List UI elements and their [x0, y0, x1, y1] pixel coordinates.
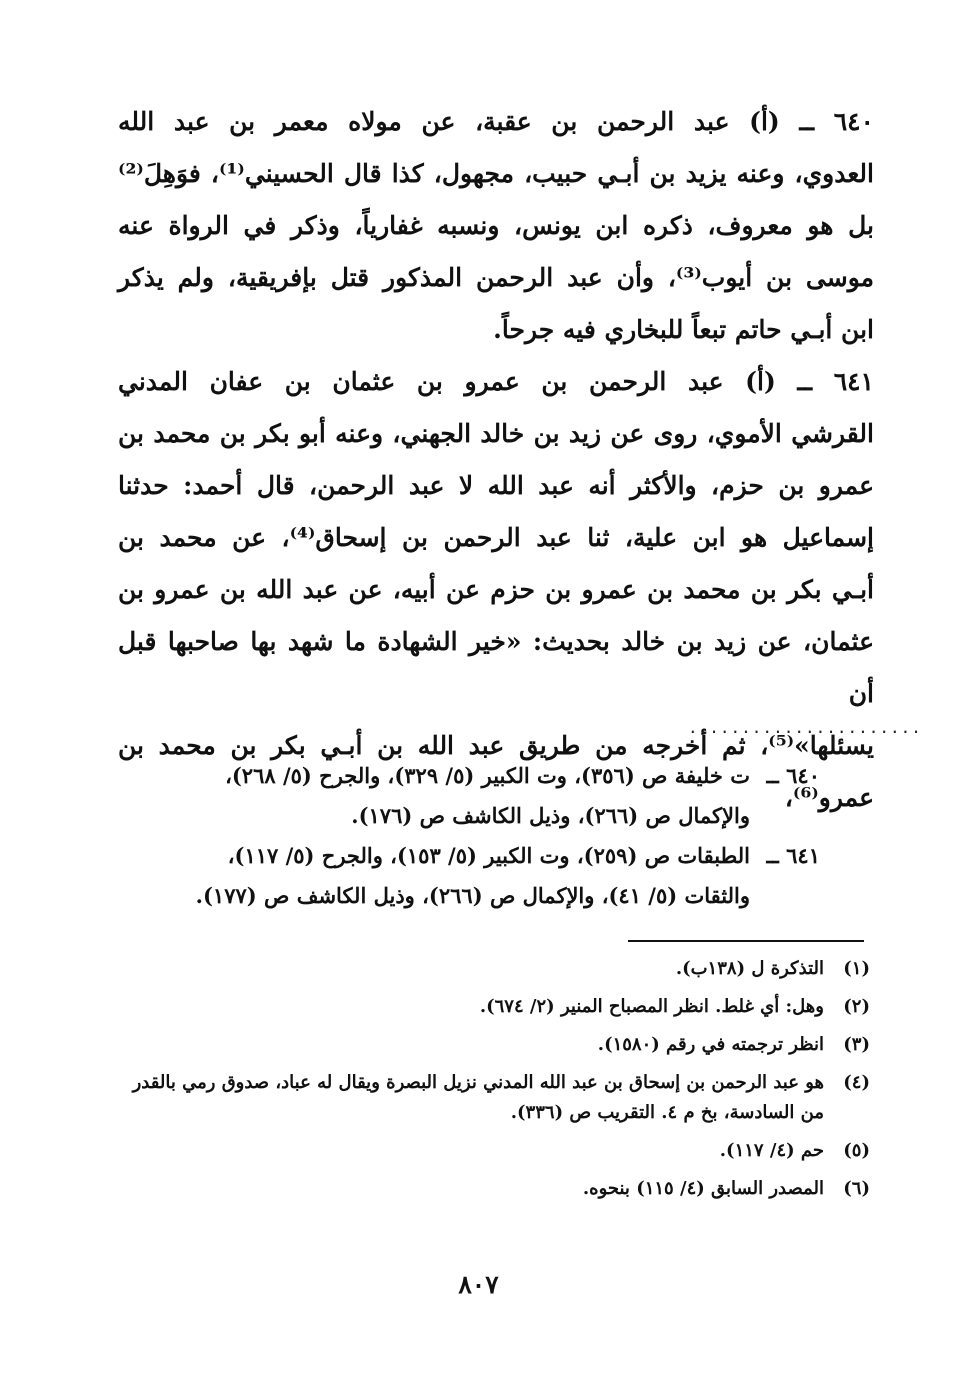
footnote-text: وهل: أي غلط. انظر المصباح المنير (٢/ ٦٧٤).	[479, 996, 824, 1017]
reference-number: ٦٤١ ــ	[766, 843, 820, 868]
reference-line: والثقات (٥/ ٤١)، والإكمال ص (٢٦٦)، وذيل الكاشف ص (١٧٧).	[195, 883, 750, 908]
entry-641-line: يسئلها»⁽⁵⁾، ثم أخرجه من طريق عبد الله بن أبـي بكر بن محمد بن عمرو⁽⁶⁾،	[118, 731, 874, 812]
footnotes-block	[118, 954, 870, 1212]
main-text	[118, 96, 922, 824]
footnote-item	[118, 1136, 870, 1166]
footnote-text: المصدر السابق (٤/ ١١٥) بنحوه.	[582, 1178, 824, 1199]
entry-641-line: إسماعيل هو ابن علية، ثنا عبد الرحمن بن إسحاق⁽⁴⁾، عن محمد بن	[118, 523, 874, 552]
entry-641-line: ٦٤١ ــ (أ) عبد الرحمن بن عمرو بن عثمان بن عفان المدني	[118, 367, 874, 396]
footnote-text: هو عبد الرحمن بن إسحاق بن عبد الله المدني نزيل البصرة ويقال له عباد، صدوق رمي بالقدر من السادسة، بخ م ٤. التقريب ص (٣٣٦).	[132, 1072, 824, 1123]
entry-641-line: أبـي بكر بن محمد بن عمرو بن حزم عن أبيه، عن عبد الله بن عمرو بن	[118, 575, 874, 604]
footnote-item	[118, 1068, 870, 1128]
footnote-text: حم (٤/ ١١٧).	[719, 1140, 824, 1161]
entry-641	[118, 356, 922, 824]
reference-line: الطبقات ص (٢٥٩)، وت الكبير (٥/ ١٥٣)، والجرح (٥/ ١١٧)،	[227, 843, 750, 868]
entry-640	[118, 96, 874, 356]
entry-641-line: عمرو بن حزم، والأكثر أنه عبد الله لا عبد الرحمن، قال أحمد: حدثنا	[118, 471, 874, 500]
footnote-number: (١)	[843, 958, 870, 979]
entry-640-line: موسى بن أيوب⁽³⁾، وأن عبد الرحمن المذكور قتل بإفريقية، ولم يذكر	[118, 263, 874, 292]
footnote-number: (٣)	[843, 1034, 870, 1055]
footnote-separator	[628, 940, 864, 942]
reference-text	[120, 756, 750, 836]
reference-entry-641	[120, 836, 820, 916]
dotted-divider: ......................	[688, 718, 922, 737]
entry-640-line: بل هو معروف، ذكره ابن يونس، ونسبه غفارياً، وذكر في الرواة عنه	[118, 211, 874, 240]
footnote-item	[118, 1174, 870, 1204]
footnote-number: (٢)	[843, 996, 870, 1017]
entry-640-line: ٦٤٠ ــ (أ) عبد الرحمن بن عقبة، عن مولاه معمر بن عبد الله	[118, 107, 874, 136]
footnote-item	[118, 992, 870, 1022]
page-number: ٨٠٧	[458, 1270, 499, 1299]
entry-641-line: عثمان، عن زيد بن خالد بحديث: «خير الشهادة ما شهد بها صاحبها قبل أن	[118, 627, 874, 708]
reference-line: والإكمال ص (٢٦٦)، وذيل الكاشف ص (١٧٦).	[351, 803, 750, 828]
footnote-number: (٥)	[843, 1140, 870, 1161]
footnote-text: انظر ترجمته في رقم (١٥٨٠).	[597, 1034, 824, 1055]
reference-number: ٦٤٠ ــ	[766, 763, 820, 788]
reference-line: ت خليفة ص (٣٥٦)، وت الكبير (٥/ ٣٢٩)، والجرح (٥/ ٢٦٨)،	[225, 763, 750, 788]
footnote-number: (٦)	[843, 1178, 870, 1199]
reference-entry-640	[120, 756, 820, 836]
footnote-number: (٤)	[843, 1072, 870, 1093]
entry-641-line: القرشي الأموي، روى عن زيد بن خالد الجهني، وعنه أبو بكر بن محمد بن	[118, 419, 874, 448]
footnote-item	[118, 1030, 870, 1060]
reference-text	[120, 836, 750, 916]
footnote-text: التذكرة ل (١٣٨ب).	[675, 958, 824, 979]
entry-640-line: العدوي، وعنه يزيد بن أبـي حبيب، مجهول، كذا قال الحسيني⁽¹⁾، فوَهِلَ⁽²⁾	[118, 159, 874, 188]
footnote-item	[118, 954, 870, 984]
entry-640-line: ابن أبـي حاتم تبعاً للبخاري فيه جرحاً.	[493, 315, 874, 344]
references-block	[120, 756, 820, 916]
